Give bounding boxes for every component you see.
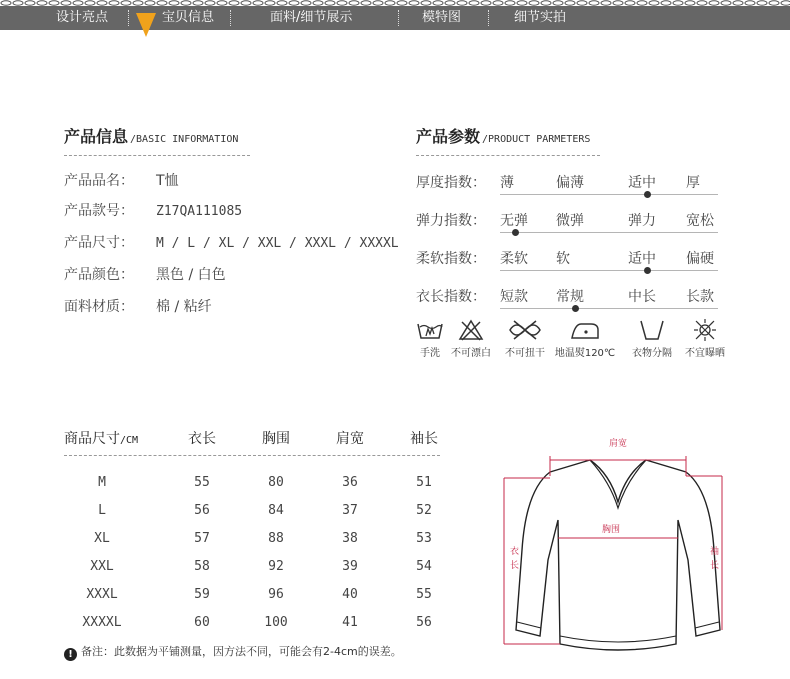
care-label: 手洗 (420, 348, 440, 359)
info-row-style-number: 产品款号： Z17QA111085 (64, 203, 243, 219)
param-option: 偏硬 (686, 251, 714, 267)
measurement-note: ! 备注：此数据为平铺测量，因方法不同，可能会有2-4cm的误差。 (64, 643, 402, 661)
col-header-length: 衣长 (188, 431, 216, 447)
info-row-material: 面料材质： 棉 / 粘纤 (64, 299, 212, 315)
tshirt-outline (516, 460, 720, 650)
measure-cell: 38 (342, 531, 358, 546)
product-info-title: 产品信息 /BASIC INFORMATION (64, 127, 239, 146)
measure-cell: 55 (194, 475, 210, 490)
label-chest: 胸围 (601, 525, 621, 535)
param-scale-line (500, 308, 718, 309)
param-scale-marker (644, 267, 651, 274)
care-low-iron (553, 318, 617, 359)
measure-cell: 56 (416, 615, 432, 630)
param-scale-line (500, 270, 718, 271)
param-scale-marker (512, 229, 519, 236)
size-table-title: 商品尺寸/CM (64, 431, 139, 447)
tshirt-measurement-diagram (500, 430, 740, 654)
param-label: 弹力指数： (416, 213, 486, 229)
product-params-title: 产品参数 /PRODUCT PARMETERS (416, 127, 591, 146)
label-length-1: 衣 (510, 547, 520, 557)
care-label: 地温熨120℃ (554, 348, 616, 359)
measure-cell: 57 (194, 531, 210, 546)
param-label: 厚度指数： (416, 175, 486, 191)
care-no-wring (493, 318, 557, 359)
col-header-chest: 胸围 (262, 431, 290, 447)
info-row-sizes: 产品尺寸： M / L / XL / XXL / XXXL / XXXXL (64, 235, 399, 251)
measure-cell: 80 (268, 475, 284, 490)
warning-icon: ! (64, 648, 77, 661)
measure-cell: 92 (268, 559, 284, 574)
measure-cell: 96 (268, 587, 284, 602)
param-option: 厚 (686, 175, 700, 191)
size-cell: XXL (90, 559, 114, 574)
param-option: 中长 (628, 289, 656, 305)
param-option: 软 (556, 251, 570, 267)
divider (416, 155, 600, 156)
label-sleeve-2: 长 (710, 561, 720, 571)
info-row-name: 产品品名： T恤 (64, 173, 179, 189)
size-cell: XL (94, 531, 110, 546)
col-header-sleeve: 袖长 (410, 431, 438, 447)
label-sleeve-1: 袖 (710, 547, 720, 557)
size-cell: XXXL (86, 587, 118, 602)
param-scale-marker (644, 191, 651, 198)
param-option: 偏薄 (556, 175, 584, 191)
measure-cell: 100 (264, 615, 288, 630)
measure-cell: 41 (342, 615, 358, 630)
care-label: 不可漂白 (451, 348, 491, 359)
param-option: 适中 (628, 251, 656, 267)
param-option: 弹力 (628, 213, 656, 229)
param-option: 常规 (556, 289, 584, 305)
divider (64, 455, 440, 456)
param-option: 薄 (500, 175, 514, 191)
care-label: 衣物分隔 (632, 348, 672, 359)
top-nav-bar (0, 6, 790, 30)
measure-cell: 84 (268, 503, 284, 518)
size-cell: L (98, 503, 106, 518)
measure-cell: 37 (342, 503, 358, 518)
param-option: 适中 (628, 175, 656, 191)
param-option: 无弹 (500, 213, 528, 229)
nav-item-product-info[interactable]: 宝贝信息 (162, 10, 215, 25)
param-label: 衣长指数： (416, 289, 486, 305)
param-option: 微弹 (556, 213, 584, 229)
measure-cell: 40 (342, 587, 358, 602)
size-cell: M (98, 475, 106, 490)
nav-separator (128, 10, 129, 26)
care-no-sun-dry (673, 318, 737, 359)
label-shoulder: 肩宽 (608, 439, 628, 449)
separate-wash-icon (638, 318, 666, 342)
care-label: 不宜曝晒 (685, 348, 725, 359)
info-row-colors: 产品颜色： 黑色 / 白色 (64, 267, 226, 283)
nav-item-model-photos[interactable]: 模特图 (422, 10, 462, 25)
param-option: 柔软 (500, 251, 528, 267)
measure-cell: 53 (416, 531, 432, 546)
label-length-2: 长 (510, 561, 520, 571)
param-scale-line (500, 194, 718, 195)
no-bleach-icon (457, 318, 485, 342)
no-wring-icon (506, 318, 544, 342)
nav-item-fabric-details[interactable]: 面料/细节展示 (270, 10, 353, 25)
col-header-shoulder: 肩宽 (336, 431, 364, 447)
nav-separator (488, 10, 489, 26)
nav-item-design-highlights[interactable]: 设计亮点 (56, 10, 109, 25)
measure-cell: 56 (194, 503, 210, 518)
param-option: 短款 (500, 289, 528, 305)
param-option: 宽松 (686, 213, 714, 229)
measure-cell: 52 (416, 503, 432, 518)
nav-item-detail-shots[interactable]: 细节实拍 (514, 10, 567, 25)
param-label: 柔软指数： (416, 251, 486, 267)
measure-cell: 88 (268, 531, 284, 546)
low-iron-icon (569, 318, 601, 342)
nav-separator (398, 10, 399, 26)
measure-cell: 39 (342, 559, 358, 574)
divider (64, 155, 250, 156)
no-sun-dry-icon (691, 318, 719, 342)
measure-cell: 60 (194, 615, 210, 630)
size-cell: XXXXL (82, 615, 122, 630)
measure-cell: 54 (416, 559, 432, 574)
nav-separator (230, 10, 231, 26)
measure-cell: 51 (416, 475, 432, 490)
measure-cell: 55 (416, 587, 432, 602)
param-option: 长款 (686, 289, 714, 305)
param-scale-line (500, 232, 718, 233)
active-tab-marker (136, 13, 156, 37)
param-scale-marker (572, 305, 579, 312)
measure-cell: 58 (194, 559, 210, 574)
measure-cell: 36 (342, 475, 358, 490)
measure-cell: 59 (194, 587, 210, 602)
care-label: 不可扭干 (505, 348, 545, 359)
